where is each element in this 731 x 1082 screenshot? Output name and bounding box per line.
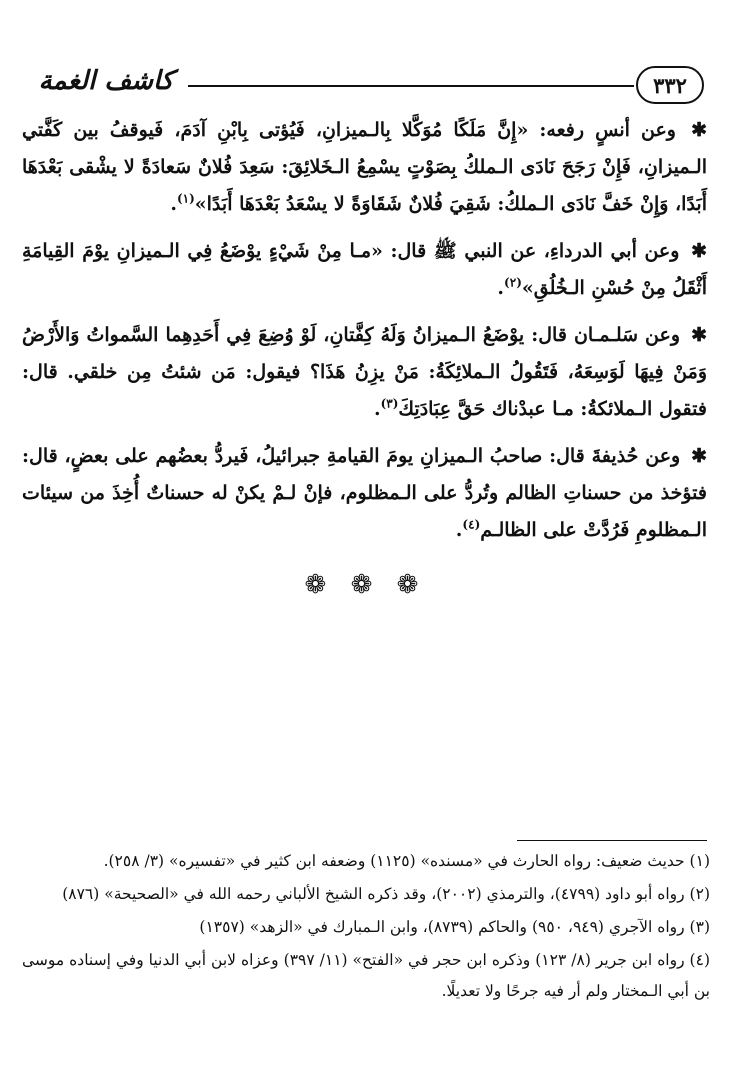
footnotes bbox=[22, 846, 710, 1009]
flower-ornament-icon: ❁ ❁ ❁ bbox=[304, 570, 427, 600]
footnote-3: (٣) رواه الآجري (٩٤٩، ٩٥٠) والحاكم (٨٧٣٩)، وابن الـمبارك في «الزهد» (١٣٥٧) bbox=[199, 918, 710, 936]
page-number: ٣٣٢ bbox=[636, 66, 704, 104]
paragraph-hudhayfa bbox=[22, 438, 707, 549]
asterisk-icon: ✱ bbox=[691, 119, 707, 141]
asterisk-icon: ✱ bbox=[691, 324, 707, 346]
running-title: كاشف الغمة bbox=[38, 66, 174, 96]
body-text bbox=[22, 112, 707, 549]
footnote-ref: (٤) bbox=[462, 517, 481, 532]
paragraph-text: وعن سَلـمـان قال: يوْضَعُ الـميزانُ وَلَهُ كِفَّتانِ، لَوْ وُضِعَ فِي أَحَدِهِما السَّمواتُ وَالأَرْضُ وَمَنْ فِيهَا لَوَسِعَهُ، فَتَقُولُ الـملائِكَةُ: مَنْ يزِنُ هَذَا؟ فيقول: مَن شئتُ مِن خلقي. قال: فتقول الـملائكةُ: مـا عبدْناك حَقَّ عِبَادَتِكَ bbox=[22, 324, 707, 420]
footnote-ref: (٢) bbox=[504, 275, 522, 290]
paragraph-tail: . bbox=[455, 519, 463, 541]
footnote-4: (٤) رواه ابن جرير (٨/ ١٢٣) وذكره ابن حجر في «الفتح» (١١/ ٣٩٧) وعزاه لابن أبي الدنيا وفي إسناده موسى بن أبي الـمختار ولم أر فيه جرحًا ولا تعديلًا. bbox=[22, 951, 710, 1000]
paragraph-abu-darda bbox=[22, 233, 707, 307]
paragraph-salman bbox=[22, 317, 707, 428]
paragraph-text: وعن أبي الدرداءِ، عن النبي ﷺ قال: «مـا مِنْ شَيْءٍ يوْضَعُ فِي الـميزانِ يوْمَ القِيامَةِ أَثْقَلُ مِنْ حُسْنِ الـخُلُقِ» bbox=[22, 240, 707, 299]
footnote-2: (٢) رواه أبو داود (٤٧٩٩)، والترمذي (٢٠٠٢)، وقد ذكره الشيخ الألباني رحمه الله في «الصحيحة» (٨٧٦) bbox=[62, 885, 710, 903]
header-rule bbox=[188, 85, 634, 87]
paragraph-tail: . bbox=[497, 277, 505, 299]
paragraph-text: وعن حُذيفةَ قال: صاحبُ الـميزانِ يومَ القيامةِ جبرائيلُ، فَيردُّ بعضُهم على بعضٍ، قال: فتؤخذ من حسناتِ الظالم وتُردُّ على الـمظلوم، فإنْ لـمْ يكنْ له حسناتٌ أُخِذَ من سيئات الـمظلومِ فَرُدَّتْ على الظالـم bbox=[22, 445, 707, 541]
paragraph-text: وعن أنسٍ رفعه: «إِنَّ مَلَكًا مُوَكَّلا بِالـميزانِ، فَيُؤتى بِابْنِ آدَمَ، فَيوقفُ بين كَفَّتي الـميزانِ، فَإِنْ رَجَحَ نَادَى الـملكُ بِصَوْتٍ يسْمِعُ الـخَلائِقَ: سَعِدَ فُلانٌ سَعادَةً لا يشْقى بَعْدَهَا أَبَدًا، وَإِنْ خَفَّ نَادَى الـملكُ: شَقِيَ فُلانٌ شَقَاوَةً لا يسْعَدُ بَعْدَهَا أَبَدًا» bbox=[22, 119, 707, 215]
asterisk-icon: ✱ bbox=[691, 445, 707, 467]
footnote-ref: (١) bbox=[176, 191, 195, 206]
paragraph-tail: . bbox=[170, 193, 177, 215]
footnote-rule bbox=[517, 840, 707, 841]
footnote-1: (١) حديث ضعيف: رواه الحارث في «مسنده» (١١٢٥) وضعفه ابن كثير في «تفسيره» (٣/ ٢٥٨). bbox=[103, 852, 710, 870]
asterisk-icon: ✱ bbox=[691, 240, 707, 262]
paragraph-anas bbox=[22, 112, 707, 223]
footnote-ref: (٣) bbox=[380, 396, 399, 411]
page-header bbox=[28, 66, 704, 110]
paragraph-tail: . bbox=[373, 398, 381, 420]
